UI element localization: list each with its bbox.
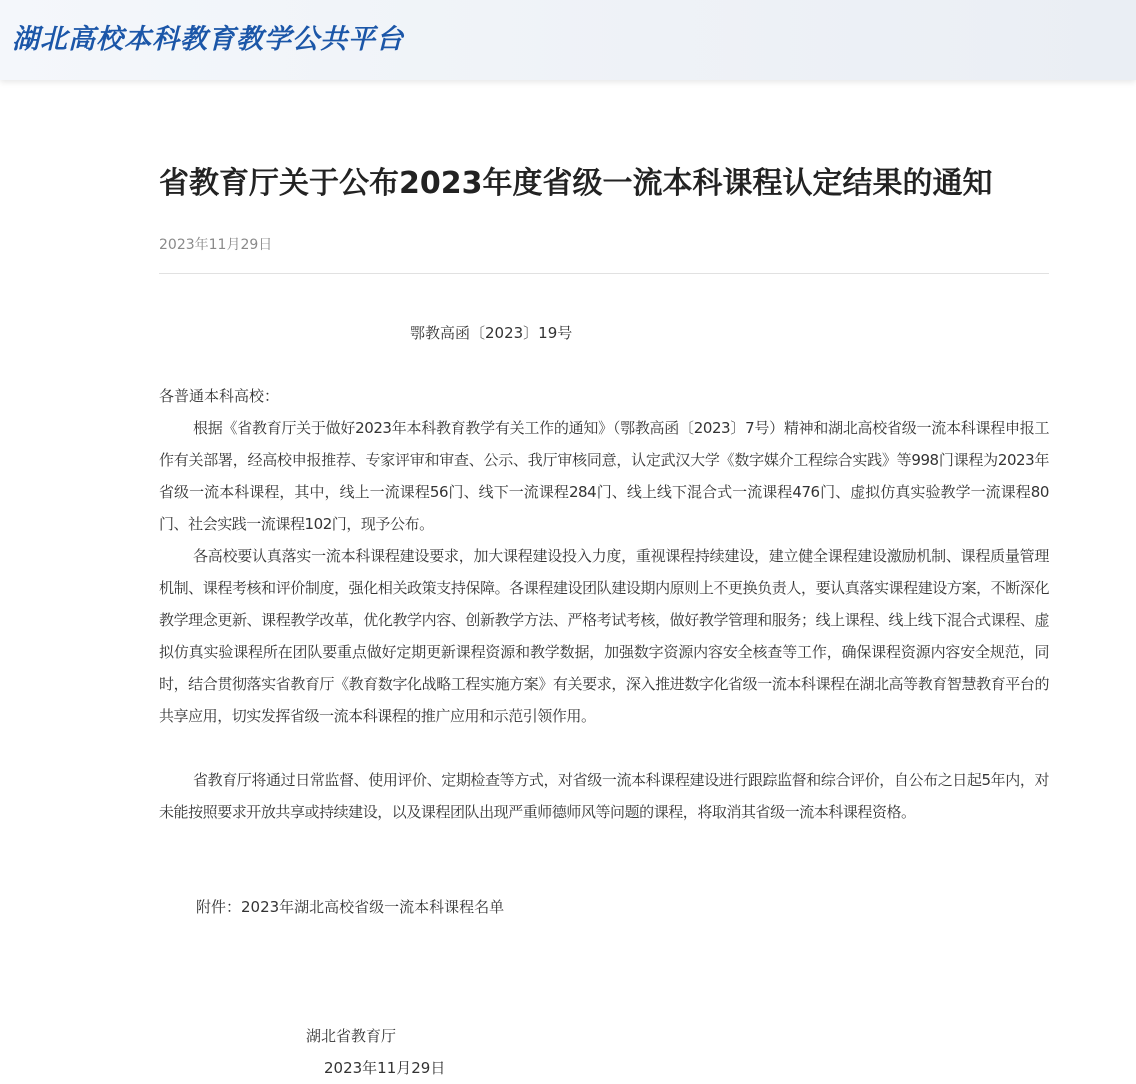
salutation: 各普通本科高校： <box>159 387 280 405</box>
site-header <box>0 0 1136 80</box>
attachment-link[interactable]: 附件：2023年湖北高校省级一流本科课程名单 <box>196 898 505 916</box>
body-paragraph-2: 各高校要认真落实一流本科课程建设要求，加大课程建设投入力度，重视课程持续建设，建立健全课程建设激励机制、课程质量管理机制、课程考核和评价制度，强化相关政策支持保障。各课程建设团队建设期内原则上不更换负责人，要认真落实课程建设方案，不断深化教学理念更新、课程教学改革，优化教学内容、创新教学方法、严格考试考核，做好教学管理和服务；线上课程、线上线下混合式课程、虚拟仿真实验课程所在团队要重点做好定期更新课程资源和教学数据，加强数字资源内容安全核查等工作，确保课程资源内容安全规范，同时，结合贯彻落实省教育厅《教育数字化战略工程实施方案》有关要求，深入推进数字化省级一流本科课程在湖北高等教育智慧教育平台的共享应用，切实发挥省级一流本科课程的推广应用和示范引领作用。 <box>159 547 1049 725</box>
article <box>159 150 1049 1077</box>
article-date: 2023年11月29日 <box>159 237 273 253</box>
title-divider <box>159 273 1049 274</box>
sign-date: 2023年11月29日 <box>324 1059 446 1077</box>
body-paragraph-3: 省教育厅将通过日常监督、使用评价、定期检查等方式，对省级一流本科课程建设进行跟踪监督和综合评价，自公布之日起5年内，对未能按照要求开放共享或持续建设，以及课程团队出现严重师德师风等问题的课程，将取消其省级一流本科课程资格。 <box>159 771 1049 821</box>
article-title: 省教育厅关于公布2023年度省级一流本科课程认定结果的通知 <box>159 166 993 201</box>
document-number: 鄂教高函〔2023〕19号 <box>410 324 573 342</box>
site-logo-title[interactable]: 湖北高校本科教育教学公共平台 <box>12 24 404 55</box>
signer: 湖北省教育厅 <box>306 1027 397 1045</box>
body-paragraph-1: 根据《省教育厅关于做好2023年本科教育教学有关工作的通知》（鄂教高函〔2023〕7号）精神和湖北高校省级一流本科课程申报工作有关部署，经高校申报推荐、专家评审和审查、公示、我厅审核同意，认定武汉大学《数字媒介工程综合实践》等998门课程为2023年省级一流本科课程，其中，线上一流课程56门、线下一流课程284门、线上线下混合式一流课程476门、虚拟仿真实验教学一流课程80门、社会实践一流课程102门，现予公布。 <box>159 419 1049 533</box>
